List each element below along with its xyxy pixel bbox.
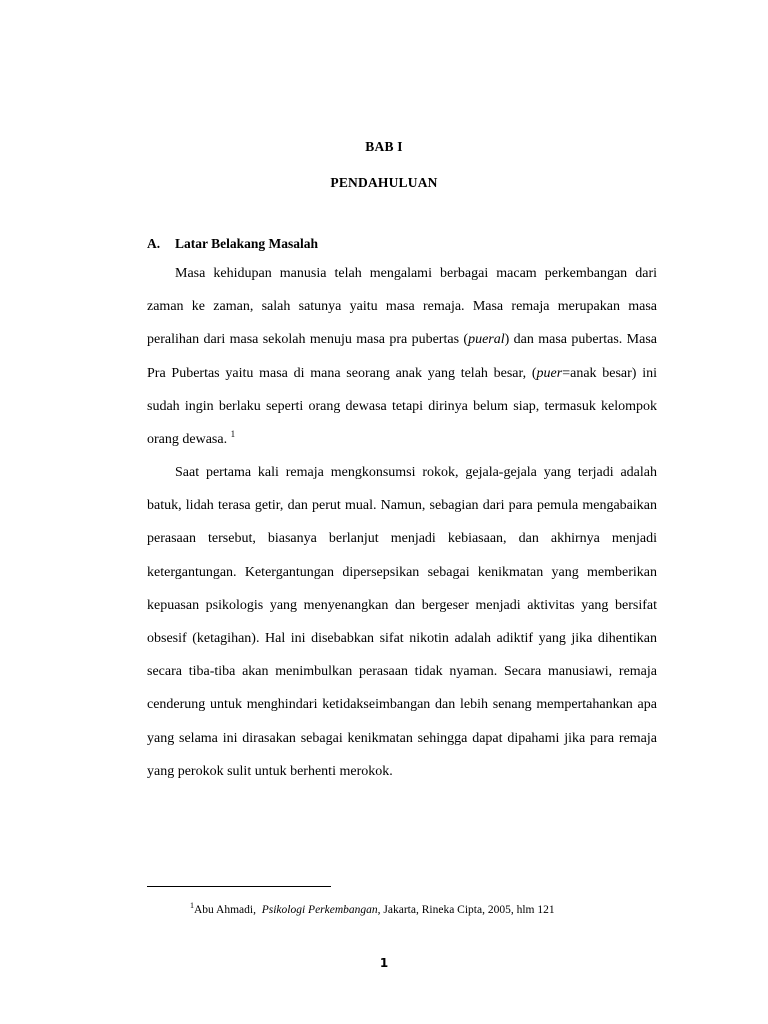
- italic-term: pueral: [468, 332, 505, 348]
- paragraph-text: Masa kehidupan manusia telah mengalami berbagai macam perkembangan dari zaman ke zaman, salah satunya yaitu masa remaja. Masa remaja merupakan masa peralihan dari masa sekolah menuju masa pra pubertas (: [147, 266, 657, 348]
- footnote-number: 1: [190, 901, 194, 910]
- paragraph-text: =anak besar) ini sudah ingin berlaku seperti orang dewasa tetapi dirinya belum siap, termasuk kelompok orang dewasa.: [147, 365, 657, 448]
- footnote-divider: [147, 886, 331, 887]
- body-paragraph-2: Saat pertama kali remaja mengkonsumsi rokok, gejala-gejala yang terjadi adalah batuk, lidah terasa getir, dan perut mual. Namun, sebagian dari para pemula mengabaikan perasaan tersebut, biasanya berlanjut menjadi kebiasaan, dan akhirnya menjadi ketergantungan. Ketergantungan dipersepsikan sebagai kenikmatan yang memberikan kepuasan psikologis yang menyenangkan dan bergeser menjadi aktivitas yang bersifat obsesif (ketagihan). Hal ini disebabkan sifat nikotin adalah adiktif yang jika dihentikan secara tiba-tiba akan menimbulkan perasaan tidak nyaman. Secara manusiawi, remaja cenderung untuk menghindari ketidakseimbangan dan lebih senang mempertahankan apa yang selama ini dirasakan sebagai kenikmatan sehingga dapat dipahami jika para remaja yang perokok sulit untuk berhenti merokok.: [147, 465, 657, 779]
- section-title: Latar Belakang Masalah: [175, 236, 319, 251]
- footnote-details: , Jakarta, Rineka Cipta, 2005, hlm 121: [377, 904, 555, 916]
- footnote-author: Abu Ahmadi,: [194, 904, 256, 916]
- footnote-reference: 1: [230, 429, 236, 440]
- footnote: [190, 901, 555, 916]
- body-paragraph-1: [147, 257, 657, 456]
- paragraph-text: ) dan masa pubertas. Masa Pra Pubertas yaitu masa di mana seorang anak yang telah besar, (: [147, 332, 657, 381]
- chapter-number: BAB I: [365, 139, 403, 154]
- chapter-title: PENDAHULUAN: [330, 175, 438, 190]
- footnote-book-title: Psikologi Perkembangan: [261, 904, 378, 916]
- section-heading: [147, 236, 318, 252]
- page-number: 1: [379, 956, 389, 970]
- section-letter: A.: [147, 236, 161, 251]
- italic-term: puer: [536, 365, 563, 381]
